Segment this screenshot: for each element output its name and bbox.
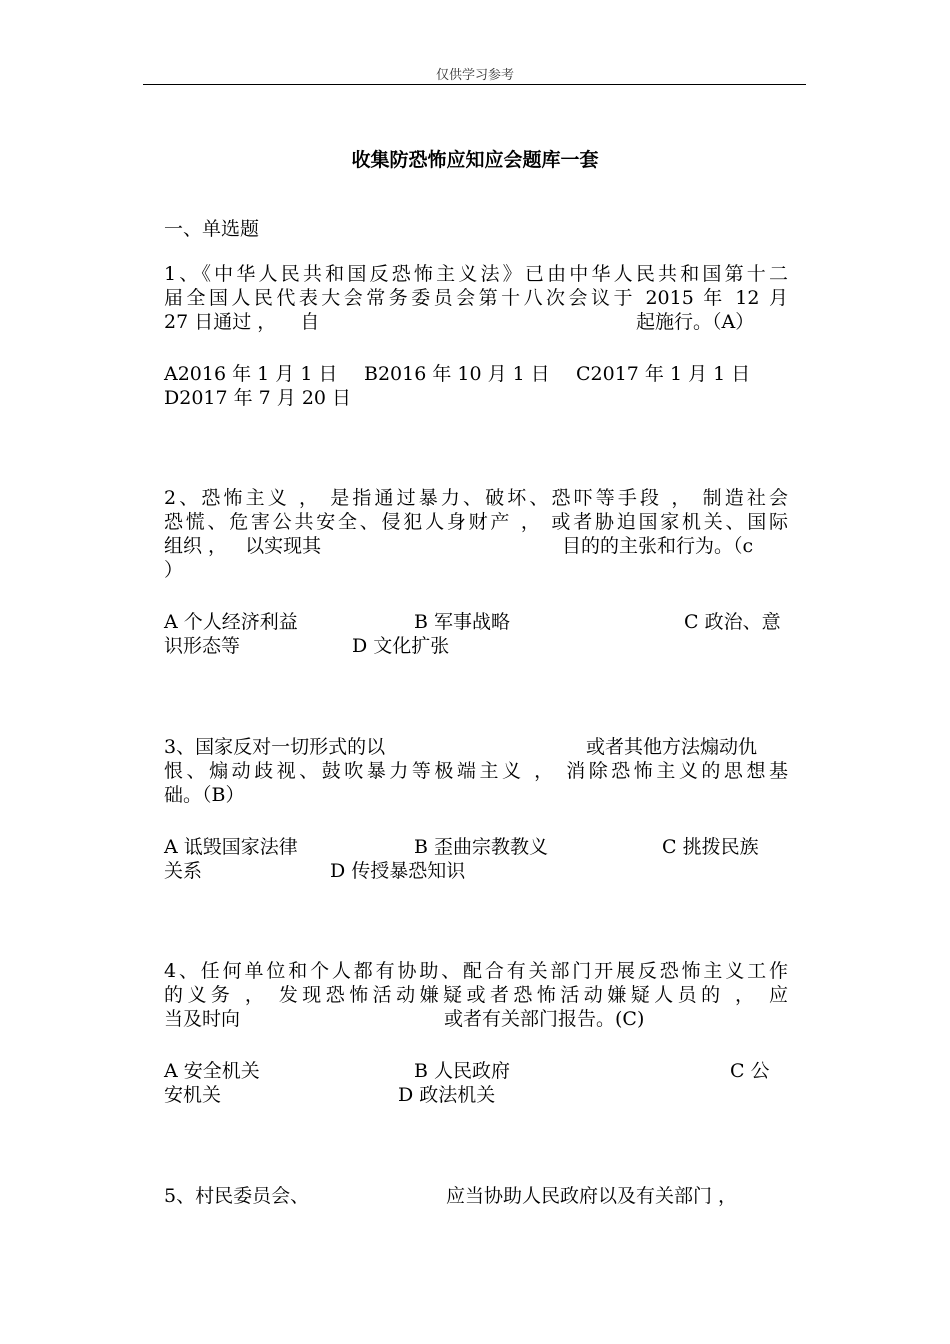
stem-line: 础。（B） [164,784,245,806]
question-1-options [164,362,788,410]
option-c: C 政治、意 [684,611,781,633]
stem-line [164,534,788,558]
stem-line: 恨、煽动歧视、鼓吹暴力等极端主义 ， 消除恐怖主义的思想基 [164,760,788,782]
stem-text: 组织 ， 以实现其 [164,535,322,557]
stem-line: ） [164,559,184,581]
stem-text: 当及时向 [164,1008,241,1030]
option-b: B 人民政府 [414,1060,511,1082]
question-2-options [164,610,788,658]
stem-line [164,1184,788,1208]
options-line [164,610,788,634]
option-a: A 个人经济利益 [164,611,298,633]
option-a: A 诋毁国家法律 [164,836,298,858]
question-2-stem [164,486,788,582]
option-c-continued: 识形态等 [164,635,241,657]
stem-text: 3、国家反对一切形式的以 [164,736,386,758]
options-line [164,362,788,386]
running-header: 仅供学习参考 [435,68,514,83]
stem-text: 应当协助人民政府以及有关部门 ， [446,1185,738,1207]
stem-line: 1、《中华人民共和国反恐怖主义法》已由中华人民共和国第十二 [164,263,788,285]
stem-text: 目的的主张和行为。（c [562,535,754,557]
option-b: B 军事战略 [414,611,511,633]
option-c: C2017 年 1 月 1 日 [576,363,751,385]
header-rule [143,84,806,85]
question-1-stem [164,262,788,334]
option-d: D 传授暴恐知识 [330,860,466,882]
question-3-stem [164,735,788,807]
option-d: D 政法机关 [398,1084,496,1106]
stem-text: 起施行。（A） [636,311,755,333]
stem-line [164,735,788,759]
option-c-continued: 关系 [164,860,203,882]
option-c-continued: 安机关 [164,1084,222,1106]
stem-text: 27 日通过 ， 自 [164,311,320,333]
options-line [164,835,788,859]
document-title: 收集防恐怖应知应会题库一套 [351,149,599,171]
question-5-stem [164,1184,788,1208]
options-line [164,1059,788,1083]
stem-text: 或者有关部门报告。(C) [444,1008,645,1030]
stem-line: 2、恐怖主义 ， 是指通过暴力、破坏、恐吓等手段 ， 制造社会 [164,487,788,509]
options-line [164,859,788,883]
option-c: C 挑拨民族 [662,836,759,858]
option-a: A 安全机关 [164,1060,260,1082]
stem-text: 或者其他方法煽动仇 [586,736,758,758]
options-line [164,386,788,410]
stem-line [164,1007,788,1031]
question-4-options [164,1059,788,1107]
option-b: B2016 年 10 月 1 日 [364,363,550,385]
question-4-stem [164,959,788,1031]
section-heading: 一、单选题 [164,218,260,240]
option-d: D2017 年 7 月 20 日 [164,387,352,409]
stem-line: 4、任何单位和个人都有协助、配合有关部门开展反恐怖主义工作 [164,960,788,982]
option-a: A2016 年 1 月 1 日 [164,363,338,385]
option-c: C 公 [730,1060,770,1082]
stem-text: 5、村民委员会、 [164,1185,310,1207]
options-line [164,1083,788,1107]
options-line [164,634,788,658]
option-b: B 歪曲宗教教义 [414,836,549,858]
question-3-options [164,835,788,883]
stem-line: 届全国人民代表大会常务委员会第十八次会议于 2015 年 12 月 [164,287,788,309]
option-d: D 文化扩张 [352,635,450,657]
stem-line: 的义务 ， 发现恐怖活动嫌疑或者恐怖活动嫌疑人员的 ， 应 [164,984,788,1006]
stem-line [164,310,788,334]
stem-line: 恐慌、危害公共安全、侵犯人身财产 ， 或者胁迫国家机关、国际 [164,511,788,533]
